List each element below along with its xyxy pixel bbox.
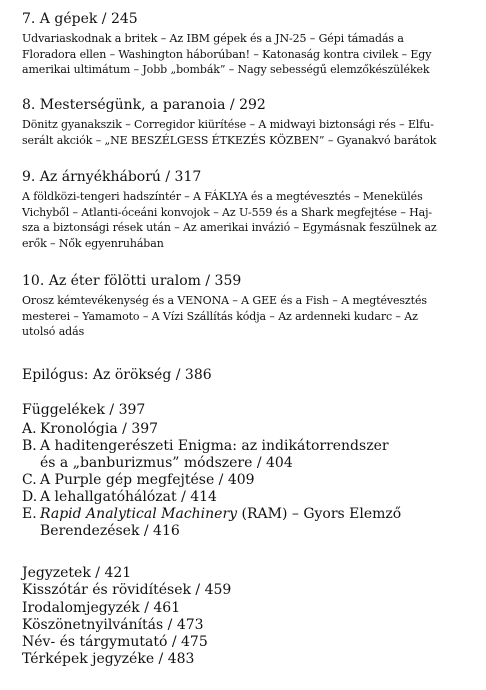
- appendix-letter: E.: [22, 506, 37, 522]
- back-matter-list: [22, 565, 231, 669]
- appendix-list: [22, 421, 401, 540]
- summary-line: A földközi-tengeri hadszíntér – A FÁKLYA és a megtévesztés – Menekülés: [22, 190, 423, 203]
- appendix-text-continued: Berendezések / 416: [40, 523, 180, 539]
- chapter-summary: [22, 293, 470, 340]
- appendix-italic-title: Rapid Analytical Machinery: [40, 506, 238, 522]
- appendix-text: [40, 506, 401, 523]
- summary-line: mesterei – Yamamoto – A Vízi Szállítás kódja – Az ardenneki kudarc – Az: [22, 309, 418, 323]
- appendix-text: A haditengerészeti Enigma: az indikátorrendszer: [40, 438, 389, 454]
- appendix-text-continued: és a „banburizmus” módszere / 404: [40, 455, 293, 471]
- chapter-title: 8. Mesterségünk, a paranoia / 292: [22, 97, 266, 113]
- chapter-10: [22, 273, 470, 340]
- summary-line: utolsó adás: [22, 325, 85, 338]
- summary-line: Floradora ellen – Washington háborúban! – Katonaság kontra civilek – Egy: [22, 47, 432, 61]
- summary-line: sza a biztonsági rések után – Az amerikai invázió – Egymásnak feszülnek az: [22, 221, 437, 234]
- chapter-title: 7. A gépek / 245: [22, 11, 138, 27]
- summary-line: amerikai ultimátum – Jobb „bombák” – Nagy sebességű elemzőkészülékek: [22, 63, 430, 76]
- chapter-title: 9. Az árnyékháború / 317: [22, 169, 202, 185]
- chapter-title: 10. Az éter fölötti uralom / 359: [22, 273, 242, 289]
- back-matter-item: Név- és tárgymutató / 475: [22, 634, 208, 651]
- appendix-text: A Purple gép megfejtése / 409: [40, 472, 255, 488]
- chapter-7: [22, 11, 470, 78]
- back-matter-item: Kisszótár és rövidítések / 459: [22, 582, 232, 599]
- back-matter-item: Jegyzetek / 421: [22, 565, 132, 581]
- chapter-summary: [22, 189, 470, 251]
- appendix-item: [22, 472, 401, 489]
- appendix-item: [22, 421, 401, 438]
- chapter-9: [22, 169, 470, 251]
- appendix-item: [22, 506, 401, 523]
- epilogue-entry: Epilógus: Az örökség / 386: [22, 367, 212, 383]
- appendix-item: [22, 489, 401, 506]
- appendix-letter: C.: [22, 472, 37, 488]
- back-matter-item: Térképek jegyzéke / 483: [22, 651, 195, 668]
- appendices-title: Függelékek / 397: [22, 402, 146, 418]
- summary-line: serált akciók – „NE BESZÉLGESS ÉTKEZÉS KÖZBEN” – Gyanakvó barátok: [22, 133, 437, 147]
- chapter-8: [22, 97, 470, 148]
- appendix-text: A lehallgatóhálózat / 414: [40, 489, 217, 505]
- chapter-summary: [22, 31, 470, 78]
- appendix-letter: D.: [22, 489, 38, 505]
- appendix-letter: A.: [22, 421, 37, 437]
- summary-line: Dönitz gyanakszik – Corregidor kiürítése – A midwayi biztonsági rés – Elfu-: [22, 118, 434, 131]
- appendix-text: Kronológia / 397: [40, 421, 159, 437]
- back-matter-item: Köszönetnyilvánítás / 473: [22, 616, 204, 633]
- appendix-text-rest: (RAM) – Gyors Elemző: [237, 506, 402, 522]
- back-matter-item: Irodalomjegyzék / 461: [22, 599, 181, 616]
- chapter-summary: [22, 117, 470, 148]
- appendix-letter: B.: [22, 438, 37, 454]
- summary-line: Orosz kémtevékenység és a VENONA – A GEE és a Fish – A megtévesztés: [22, 294, 427, 307]
- appendix-item: [22, 438, 401, 455]
- summary-line: erők – Nők egyenruhában: [22, 236, 164, 250]
- summary-line: Vichyből – Atlanti-óceáni konvojok – Az U-559 és a Shark megfejtése – Haj-: [22, 205, 432, 219]
- summary-line: Udvariaskodnak a britek – Az IBM gépek és a JN-25 – Gépi támadás a: [22, 32, 404, 45]
